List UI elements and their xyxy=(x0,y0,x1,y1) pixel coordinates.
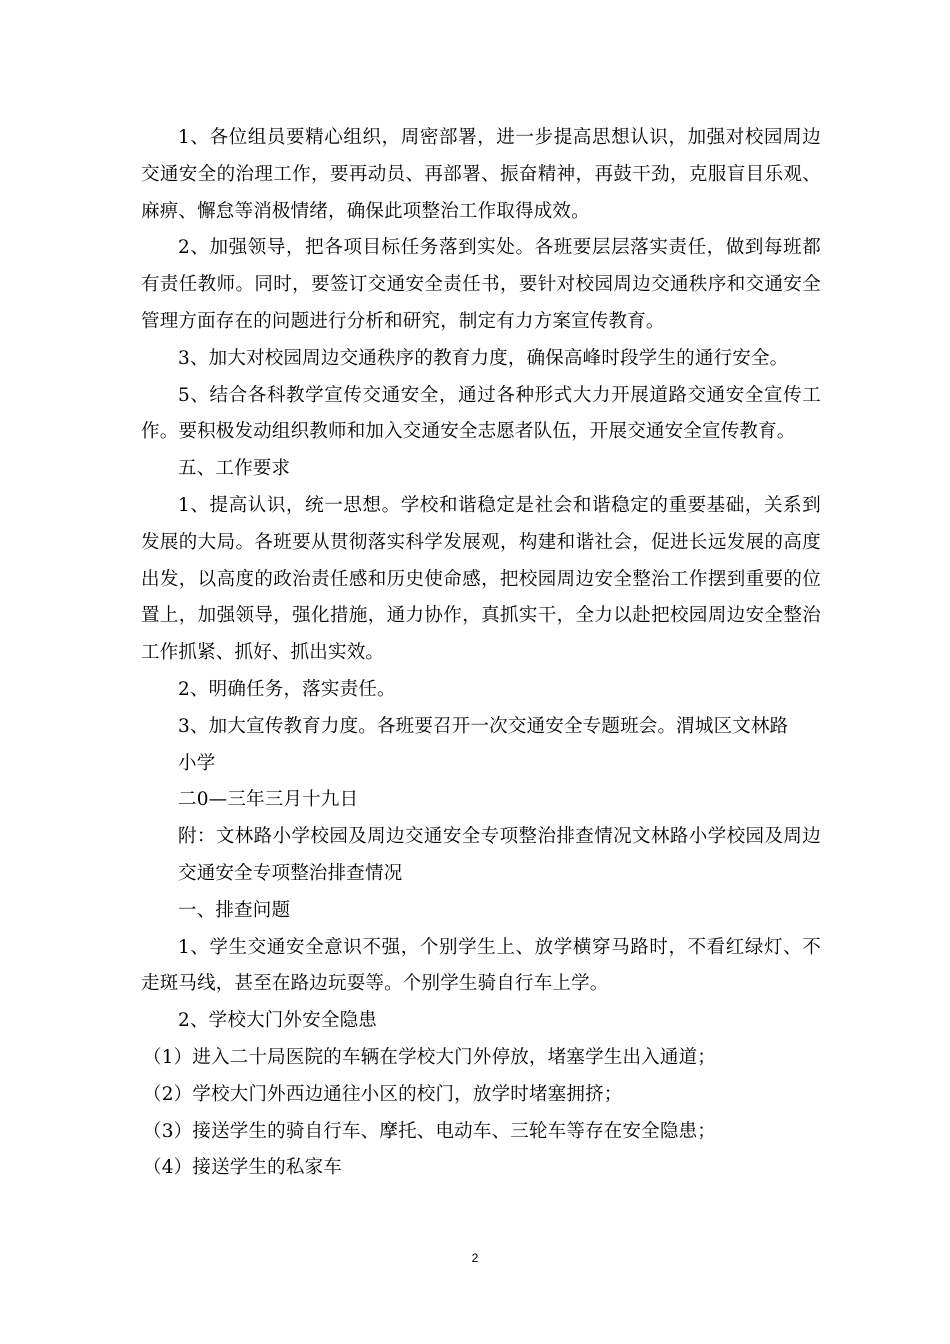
list-item: （3）接送学生的骑自行车、摩托、电动车、三轮车等存在安全隐患； xyxy=(143,1120,716,1142)
date-line: 二0—三年三月十九日 xyxy=(178,789,359,811)
paragraph: 1、各位组员要精心组织，周密部署，进一步提高思想认识，加强对校园周边交通安全的治理工作，要再动员、再部署、振奋精神，再鼓干劲，克服盲目乐观、麻痹、懈怠等消极情绪，确保此项整治工作取得成效。 xyxy=(141,127,821,222)
paragraph: 1、学生交通安全意识不强，个别学生上、放学横穿马路时，不看红绿灯、不走斑马线，甚至在路边玩耍等。个别学生骑自行车上学。 xyxy=(141,936,821,995)
section-heading: 一、排查问题 xyxy=(178,899,291,921)
document-body xyxy=(141,120,821,1187)
list-item: （1）进入二十局医院的车辆在学校大门外停放，堵塞学生出入通道； xyxy=(143,1046,716,1068)
attachment-title: 附：文林路小学校园及周边交通安全专项整治排查情况文林路小学校园及周边交通安全专项整治排查情况 xyxy=(178,826,821,884)
section-heading: 五、工作要求 xyxy=(178,458,291,480)
paragraph: 2、加强领导，把各项目标任务落到实处。各班要层层落实责任，做到每班都有责任教师。同时，要签订交通安全责任书，要针对校园周边交通秩序和交通安全管理方面存在的问题进行分析和研究，制定有力方案宣传教育。 xyxy=(141,237,821,332)
paragraph: 2、明确任务，落实责任。 xyxy=(178,678,396,700)
paragraph: 1、提高认识，统一思想。学校和谐稳定是社会和谐稳定的重要基础，关系到发展的大局。各班要从贯彻落实科学发展观，构建和谐社会，促进长远发展的高度出发，以高度的政治责任感和历史使命感，把校园周边安全整治工作摆到重要的位置上，加强领导，强化措施，通力协作，真抓实干，全力以赴把校园周边安全整治工作抓紧、抓好、抓出实效。 xyxy=(141,494,821,664)
paragraph: 2、学校大门外安全隐患 xyxy=(178,1010,377,1032)
paragraph: 3、加大宣传教育力度。各班要召开一次交通安全专题班会。渭城区文林路 xyxy=(178,715,789,737)
list-item: （2）学校大门外西边通往小区的校门，放学时堵塞拥挤； xyxy=(143,1083,623,1105)
paragraph: 3、加大对校园周边交通秩序的教育力度，确保高峰时段学生的通行安全。 xyxy=(178,347,789,369)
page-number: 2 xyxy=(471,1251,479,1265)
paragraph: 5、结合各科教学宣传交通安全，通过各种形式大力开展道路交通安全宣传工作。要积极发动组织教师和加入交通安全志愿者队伍，开展交通安全宣传教育。 xyxy=(141,384,821,443)
list-item: （4）接送学生的私家车 xyxy=(143,1157,342,1179)
signature-line: 小学 xyxy=(178,752,216,774)
